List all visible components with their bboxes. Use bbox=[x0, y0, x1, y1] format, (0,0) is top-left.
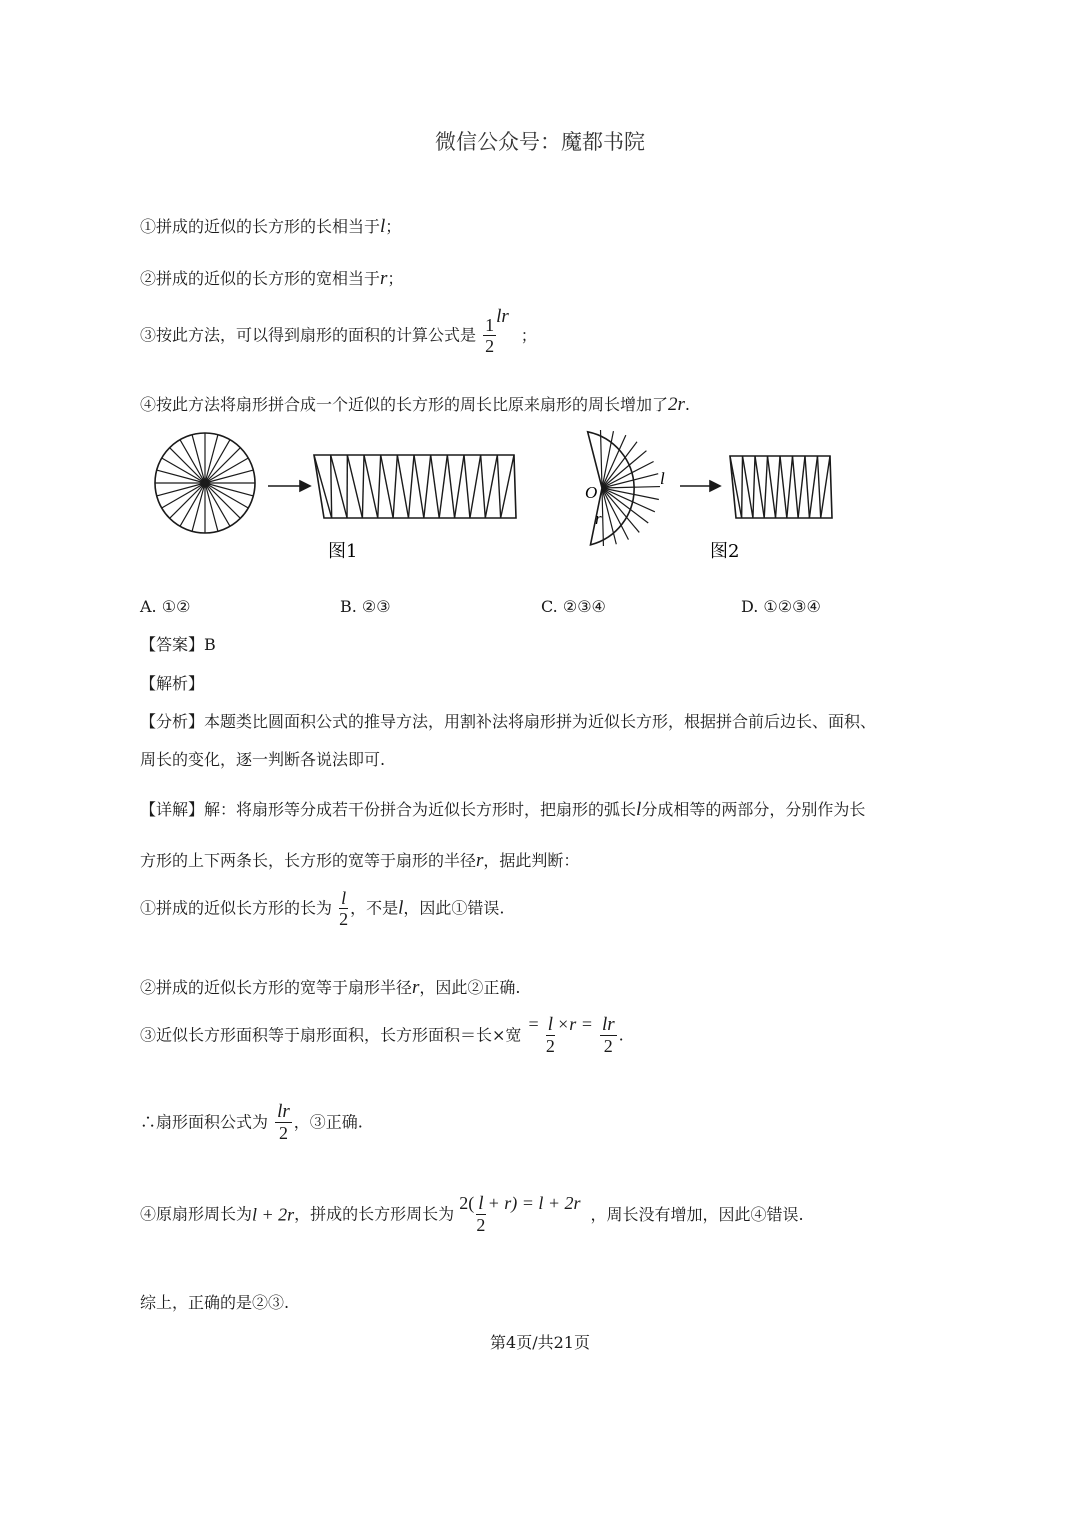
page-header: 微信公众号：魔都书院 bbox=[435, 130, 645, 154]
option-d: D. ①②③④ bbox=[741, 597, 821, 616]
option-c: C. ②③④ bbox=[541, 597, 606, 616]
sector-spoke bbox=[602, 487, 660, 488]
statement-1-text: ①拼成的近似的长方形的长相当于 bbox=[140, 217, 381, 236]
statement-1 bbox=[140, 216, 401, 238]
rectangle-2-triangle-edge bbox=[793, 456, 799, 518]
rectangle-1-triangle-edge bbox=[439, 455, 447, 518]
conclusion: 综上，正确的是②③. bbox=[140, 1293, 290, 1312]
statement-3 bbox=[140, 306, 537, 356]
rectangle-2-triangle-edge bbox=[821, 456, 830, 518]
statement-3-var: lr bbox=[496, 306, 509, 327]
option-a: A. ①② bbox=[140, 597, 191, 616]
rectangle-2-triangle-edge bbox=[742, 456, 743, 518]
arrow-1-head bbox=[300, 481, 310, 491]
rectangle-1-triangle-edge bbox=[347, 455, 362, 518]
rectangle-2-triangle-edge bbox=[798, 456, 805, 518]
fenxi-line-1: 【分析】本题类比圆面积公式的推导方法，用割补法将扇形拼为近似长方形，根据拼合前后边长、面积、 bbox=[140, 712, 877, 731]
rectangle-2-triangle-edge bbox=[809, 456, 817, 518]
xiangjie-line-2: 方形的上下两条长，长方形的宽等于扇形的半径r，据此判断： bbox=[140, 850, 580, 871]
fraction-lr-over-2-b: $\frac{lr}{2}$ bbox=[277, 1101, 290, 1143]
fraction-l-over-2-c: $\frac{l}{2}$ bbox=[476, 1193, 486, 1235]
statement-2-text: ②拼成的近似的长方形的宽相当于 bbox=[140, 269, 381, 288]
sector-spoke bbox=[601, 430, 602, 488]
rectangle-1-triangle-edge bbox=[431, 455, 440, 518]
arrow-2-head bbox=[710, 481, 720, 491]
statement-2 bbox=[140, 268, 403, 290]
rectangle-1-triangle-edge bbox=[381, 455, 393, 518]
figure-1-caption: 图1 bbox=[328, 541, 358, 562]
circle-center-dot bbox=[201, 479, 209, 487]
sector-spoke bbox=[602, 488, 603, 546]
detail-2: ②拼成的近似长方形的宽等于扇形半径r，因此②正确. bbox=[140, 977, 521, 998]
xiangjie-line-1: 【详解】解：将扇形等分成若干份拼合为近似长方形时，把扇形的弧长l分成相等的两部分，分别作为长 bbox=[140, 799, 866, 820]
statement-4-end: . bbox=[684, 395, 691, 414]
detail-4: ∴扇形面积公式为 $\frac{lr}{2}$ ，③正确. bbox=[140, 1101, 363, 1143]
rectangle-1-triangle-edge bbox=[485, 455, 497, 518]
rectangle-2-triangle-edge bbox=[805, 456, 809, 518]
fraction-l-over-2-b: $\frac{l}{2}$ bbox=[545, 1014, 555, 1056]
statement-3-text: ③按此方法，可以得到扇形的面积的计算公式是 bbox=[140, 325, 477, 345]
label-r: r bbox=[595, 509, 602, 528]
statement-3-end: ； bbox=[520, 325, 537, 345]
rectangle-1-triangle-edge bbox=[424, 455, 431, 518]
rectangle-2-triangle-edge bbox=[787, 456, 793, 518]
fraction-one-half: $\frac{1}{2}$ bbox=[485, 315, 495, 356]
rectangle-1-triangle-edge bbox=[455, 455, 464, 518]
rectangle-1-triangle-edge bbox=[331, 455, 332, 518]
statement-4 bbox=[140, 394, 690, 416]
fraction-l-over-2: $\frac{l}{2}$ bbox=[339, 888, 349, 929]
rectangle-2-triangle-edge bbox=[768, 456, 776, 518]
rectangle-1-triangle-edge bbox=[447, 455, 454, 518]
rectangle-1-triangle-edge bbox=[397, 455, 408, 518]
option-b: B. ②③ bbox=[340, 597, 391, 616]
rectangle-2-triangle-edge bbox=[755, 456, 764, 518]
rectangle-2-triangle-edge bbox=[780, 456, 787, 518]
statement-4-text: ④按此方法将扇形拼合成一个近似的长方形的周长比原来扇形的周长增加了 bbox=[140, 395, 669, 414]
statement-1-end: ； bbox=[385, 217, 402, 236]
rectangle-2-zigzag bbox=[730, 456, 830, 518]
statement-2-var: r bbox=[380, 268, 388, 289]
rectangle-1-triangle-edge bbox=[408, 455, 414, 518]
rectangle-2-triangle-edge bbox=[764, 456, 767, 518]
rectangle-2-triangle-edge bbox=[753, 456, 755, 518]
figure-2-caption: 图2 bbox=[710, 541, 740, 562]
statement-1-var: l bbox=[380, 216, 386, 237]
answer-line bbox=[140, 634, 216, 656]
rectangle-2-triangle-edge bbox=[818, 456, 821, 518]
fenxi-label: 【分析】 bbox=[140, 712, 205, 731]
rectangle-2-triangle-edge bbox=[743, 456, 753, 518]
answer-label: 【答案】 bbox=[140, 635, 205, 654]
label-l: l bbox=[660, 469, 665, 488]
rectangle-1-triangle-edge bbox=[378, 455, 381, 518]
sector-spoke bbox=[602, 462, 654, 488]
xiangjie-label: 【详解】 bbox=[140, 800, 205, 819]
rectangle-1-triangle-edge bbox=[497, 455, 500, 518]
rectangle-1-triangle-edge bbox=[414, 455, 424, 518]
detail-3: ③近似长方形面积等于扇形面积，长方形面积＝长×宽 = $\frac{l}{2}$ ×r = $\frac{lr}{2}$ . bbox=[140, 1014, 624, 1056]
rectangle-1-triangle-edge bbox=[464, 455, 470, 518]
label-O: O bbox=[585, 483, 598, 502]
statement-2-end: ； bbox=[387, 269, 404, 288]
rectangle-1-triangle-edge bbox=[481, 455, 486, 518]
rectangle-1-triangle-edge bbox=[331, 455, 347, 518]
rectangle-1-triangle-edge bbox=[501, 455, 514, 518]
page-footer: 第4页/共21页 bbox=[490, 1333, 590, 1352]
fraction-lr-over-2: $\frac{lr}{2}$ bbox=[601, 1014, 615, 1056]
rectangle-1-triangle-edge bbox=[393, 455, 397, 518]
answer-value: B bbox=[204, 635, 216, 654]
rectangle-2-triangle-edge bbox=[776, 456, 780, 518]
sector-spokes bbox=[601, 430, 660, 546]
sector-rearrangement-figure bbox=[140, 420, 860, 570]
rectangle-1-zigzag bbox=[314, 455, 514, 518]
rectangle-1-triangle-edge bbox=[362, 455, 364, 518]
detail-5: ④原扇形周长为l + 2r，拼成的长方形周长为 2( $\frac{l}{2}$ + r) = l + 2r，周长没有增加，因此④错误. bbox=[140, 1193, 804, 1235]
detail-1: ①拼成的近似长方形的长为 $\frac{l}{2}$ ，不是l，因此①错误. bbox=[140, 888, 505, 929]
analysis-label: 【解析】 bbox=[140, 674, 205, 693]
statement-4-var: 2r bbox=[668, 394, 685, 415]
fenxi-line-2: 周长的变化，逐一判断各说法即可. bbox=[140, 750, 386, 769]
rectangle-1-triangle-edge bbox=[470, 455, 481, 518]
rectangle-1-triangle-edge bbox=[364, 455, 378, 518]
